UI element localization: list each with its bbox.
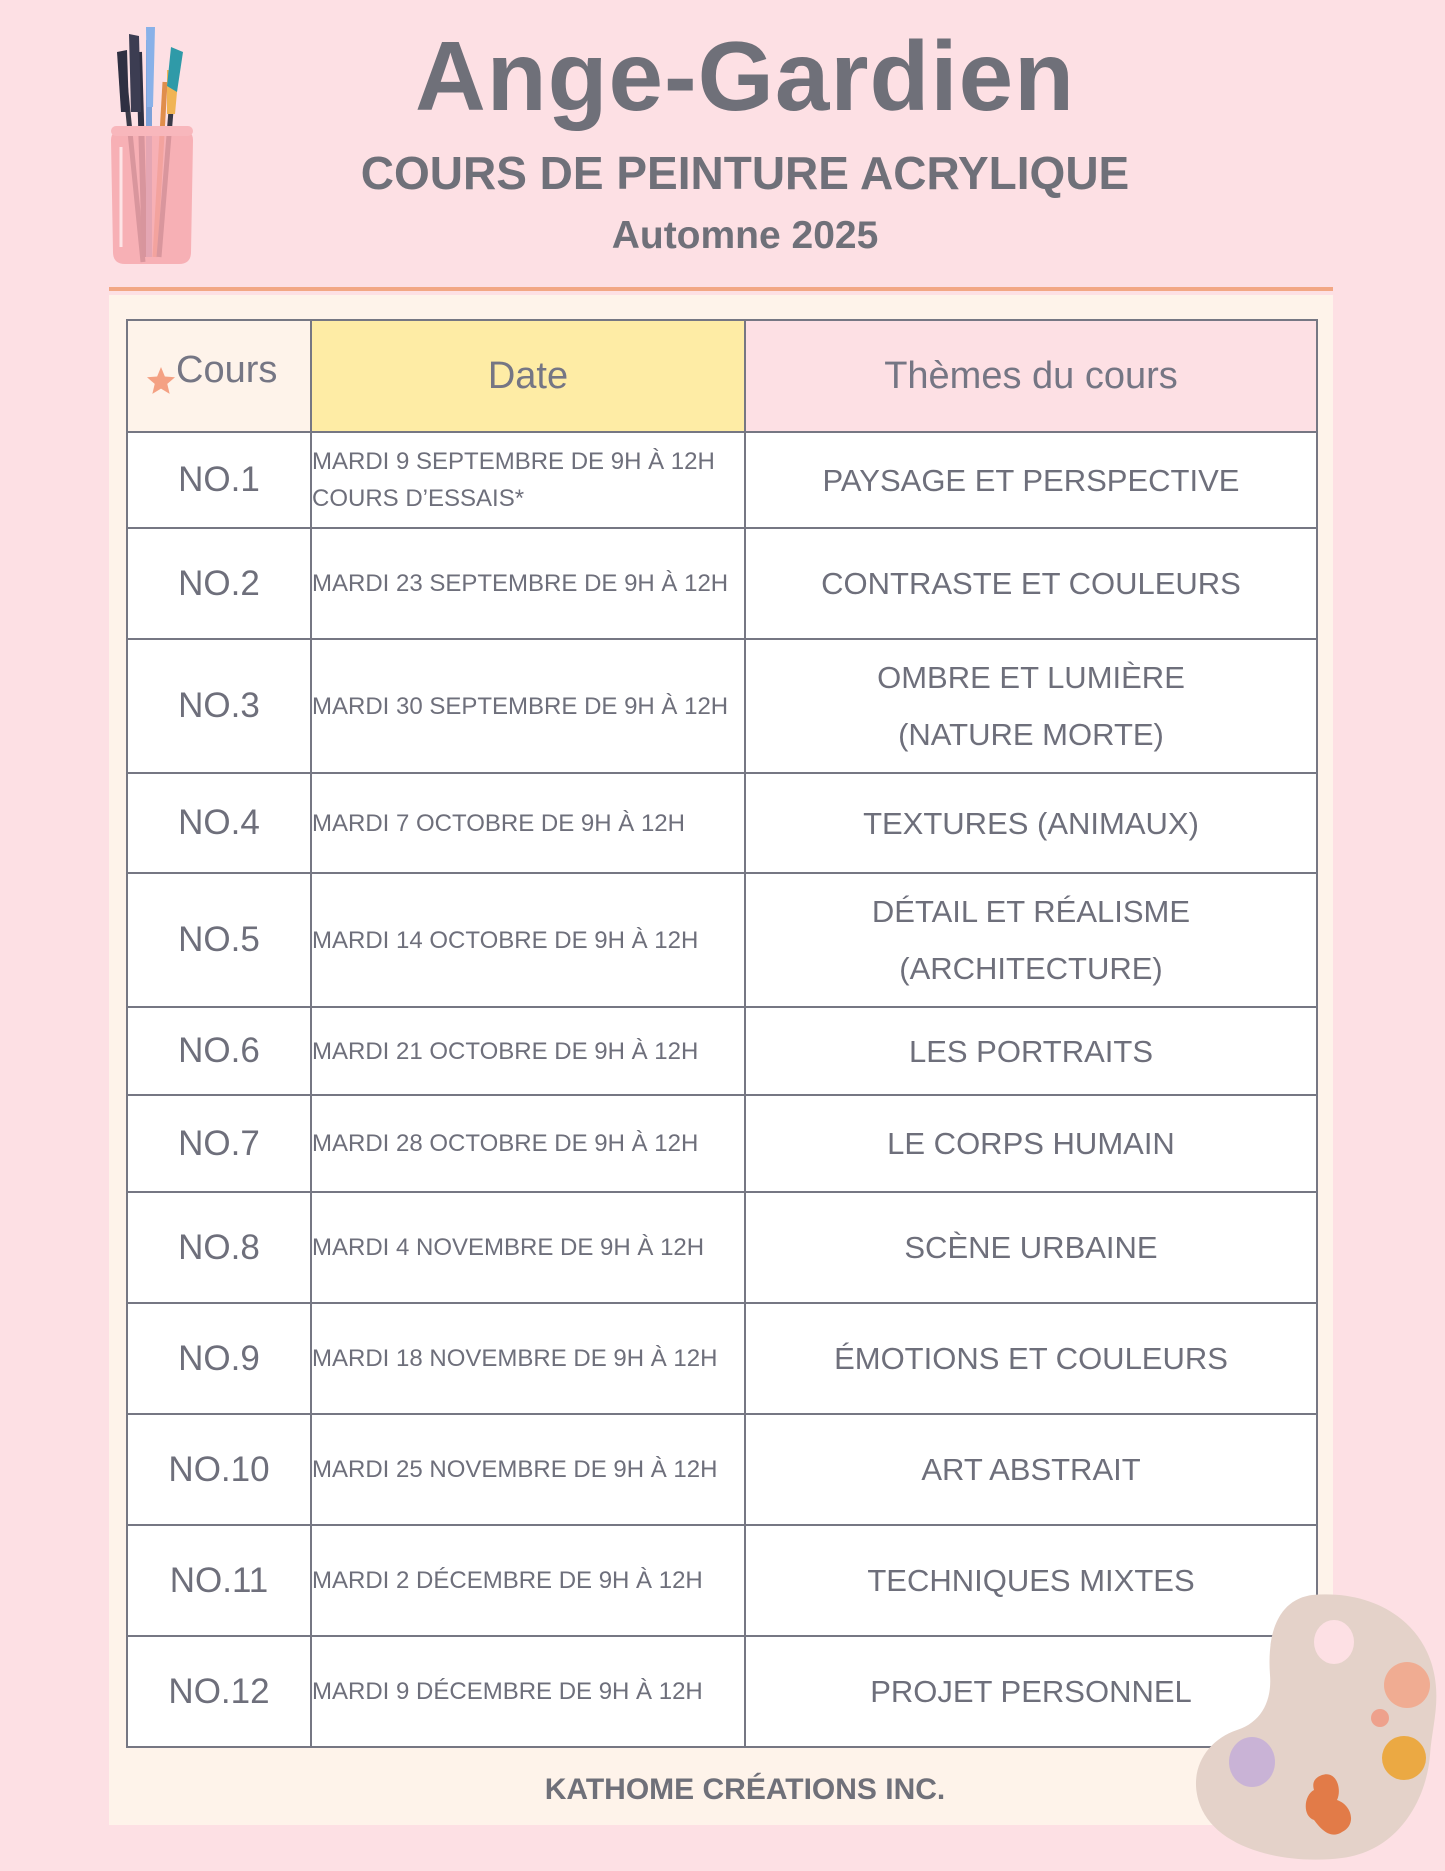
course-number: NO.12 (127, 1636, 311, 1747)
course-theme-cell (745, 1095, 1317, 1192)
table-row (127, 1303, 1317, 1414)
table-row (127, 873, 1317, 1007)
course-theme-cell (745, 639, 1317, 773)
schedule-table (126, 319, 1318, 1748)
course-theme: TECHNIQUES MIXTES (867, 1563, 1195, 1598)
course-theme: SCÈNE URBAINE (904, 1230, 1158, 1265)
course-date-note: COURS D’ESSAIS* (312, 485, 525, 512)
course-theme: LE CORPS HUMAIN (887, 1126, 1175, 1161)
column-header-cours-label: Cours (176, 349, 278, 391)
table-row (127, 1525, 1317, 1636)
table-row (127, 1636, 1317, 1747)
course-theme-cell (745, 773, 1317, 873)
course-date-cell (311, 528, 745, 639)
course-theme-cell (745, 873, 1317, 1007)
course-date-cell (311, 1303, 745, 1414)
course-theme: ART ABSTRAIT (921, 1452, 1141, 1487)
course-number: NO.7 (127, 1095, 311, 1192)
table-row (127, 773, 1317, 873)
course-number: NO.3 (127, 639, 311, 773)
course-theme: LES PORTRAITS (908, 1033, 1154, 1069)
course-theme: PROJET PERSONNEL (870, 1674, 1192, 1709)
course-date: MARDI 28 OCTOBRE DE 9H À 12H (312, 1130, 699, 1157)
course-theme: CONTRASTE ET COULEURS (821, 566, 1241, 601)
course-theme: PAYSAGE ET PERSPECTIVE (822, 462, 1240, 498)
table-row (127, 1095, 1317, 1192)
course-date-cell (311, 1414, 745, 1525)
course-theme-cell (745, 528, 1317, 639)
course-number: NO.11 (127, 1525, 311, 1636)
column-header-theme: Thèmes du cours (745, 320, 1317, 432)
course-theme-cell (745, 1303, 1317, 1414)
course-theme-detail: (NATURE MORTE) (898, 717, 1164, 752)
column-header-cours (127, 320, 311, 432)
course-theme: OMBRE ET LUMIÈRE (877, 660, 1185, 695)
footer-company: KATHOME CRÉATIONS INC. (544, 1773, 946, 1806)
course-date-cell (311, 1095, 745, 1192)
table-row (127, 1414, 1317, 1525)
page-title: Ange-Gardien (415, 21, 1075, 131)
course-date-cell (311, 773, 745, 873)
course-number: NO.10 (127, 1414, 311, 1525)
course-theme-detail: (ARCHITECTURE) (899, 951, 1163, 986)
course-theme-cell (745, 1414, 1317, 1525)
course-date: MARDI 14 OCTOBRE DE 9H À 12H (312, 926, 699, 954)
course-number: NO.9 (127, 1303, 311, 1414)
course-date: MARDI 30 SEPTEMBRE DE 9H À 12H (312, 692, 729, 720)
course-number: NO.2 (127, 528, 311, 639)
table-row (127, 639, 1317, 773)
course-date-cell (311, 1192, 745, 1303)
course-date: MARDI 9 DÉCEMBRE DE 9H À 12H (312, 1678, 703, 1705)
course-date-cell (311, 1007, 745, 1095)
table-row (127, 528, 1317, 639)
course-theme: DÉTAIL ET RÉALISME (871, 894, 1191, 929)
course-date: MARDI 9 SEPTEMBRE DE 9H À 12H (312, 448, 715, 475)
table-header-row (127, 320, 1317, 432)
course-number: NO.1 (127, 432, 311, 528)
course-theme: TEXTURES (ANIMAUX) (863, 805, 1199, 841)
course-theme-cell (745, 432, 1317, 528)
paintbrush-jar-icon (103, 22, 198, 267)
course-number: NO.6 (127, 1007, 311, 1095)
course-date: MARDI 25 NOVEMBRE DE 9H À 12H (312, 1456, 718, 1483)
course-number: NO.4 (127, 773, 311, 873)
table-row (127, 432, 1317, 528)
course-date: MARDI 7 OCTOBRE DE 9H À 12H (312, 809, 685, 837)
course-date-cell (311, 432, 745, 528)
course-theme-cell (745, 1007, 1317, 1095)
page-subtitle: COURS DE PEINTURE ACRYLIQUE (360, 147, 1130, 199)
course-date: MARDI 18 NOVEMBRE DE 9H À 12H (312, 1345, 718, 1372)
table-row (127, 1192, 1317, 1303)
paint-palette-icon (1192, 1590, 1445, 1860)
star-icon (144, 365, 178, 397)
header-divider (109, 287, 1333, 291)
course-date: MARDI 21 OCTOBRE DE 9H À 12H (312, 1037, 699, 1065)
course-date-cell (311, 1636, 745, 1747)
course-date: MARDI 2 DÉCEMBRE DE 9H À 12H (312, 1567, 703, 1594)
course-date-cell (311, 1525, 745, 1636)
table-row (127, 1007, 1317, 1095)
course-date: MARDI 4 NOVEMBRE DE 9H À 12H (312, 1234, 705, 1261)
course-date-cell (311, 639, 745, 773)
course-number: NO.5 (127, 873, 311, 1007)
course-date-cell (311, 873, 745, 1007)
season-label: Automne 2025 (611, 214, 879, 257)
course-theme-cell (745, 1192, 1317, 1303)
course-date: MARDI 23 SEPTEMBRE DE 9H À 12H (312, 570, 729, 597)
column-header-date: Date (311, 320, 745, 432)
course-theme: ÉMOTIONS ET COULEURS (834, 1341, 1228, 1376)
course-number: NO.8 (127, 1192, 311, 1303)
